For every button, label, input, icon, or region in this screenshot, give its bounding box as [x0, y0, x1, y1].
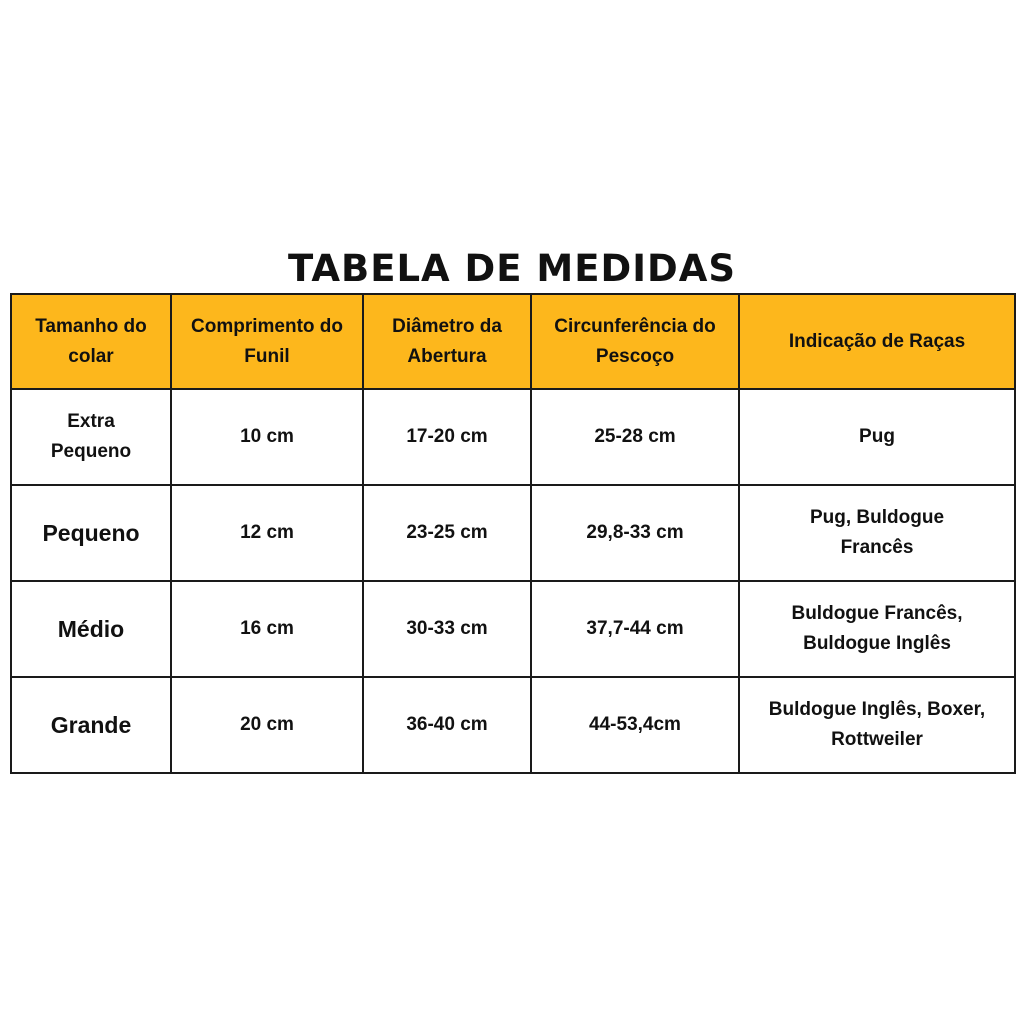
- neck-circumference-cell: 25-28 cm: [531, 389, 739, 485]
- table-row: [11, 485, 1015, 581]
- opening-diameter-cell: 36-40 cm: [363, 677, 531, 773]
- funnel-length-cell: 12 cm: [171, 485, 363, 581]
- size-cell: [11, 389, 171, 485]
- breeds-cell: [739, 677, 1015, 773]
- header-cell-opening-diameter: [363, 294, 531, 389]
- header-label: Comprimento do Funil: [191, 315, 343, 367]
- header-label: Circunferência do Pescoço: [554, 315, 716, 367]
- header-label: Diâmetro da Abertura: [392, 315, 502, 367]
- neck-circumference-cell: 37,7-44 cm: [531, 581, 739, 677]
- header-label: Tamanho do colar: [35, 315, 147, 367]
- neck-circumference-cell: 44-53,4cm: [531, 677, 739, 773]
- page-title: TABELA DE MEDIDAS: [287, 247, 736, 290]
- opening-diameter-cell: 30-33 cm: [363, 581, 531, 677]
- breeds-label: Buldogue Inglês, Boxer, Rottweiler: [768, 699, 986, 750]
- breeds-cell: [739, 389, 1015, 485]
- size-cell: Médio: [11, 581, 171, 677]
- header-label: Indicação de Raças: [788, 330, 966, 352]
- header-row: [11, 294, 1015, 389]
- size-label: Extra Pequeno: [50, 411, 132, 462]
- header-cell-funnel-length: [171, 294, 363, 389]
- breeds-label: Pug: [859, 426, 895, 447]
- size-cell: Grande: [11, 677, 171, 773]
- table-row: [11, 581, 1015, 677]
- table-header: [11, 294, 1015, 389]
- table-body: [11, 389, 1015, 773]
- funnel-length-cell: 10 cm: [171, 389, 363, 485]
- size-cell: Pequeno: [11, 485, 171, 581]
- opening-diameter-cell: 23-25 cm: [363, 485, 531, 581]
- neck-circumference-cell: 29,8-33 cm: [531, 485, 739, 581]
- header-cell-neck-circumference: [531, 294, 739, 389]
- header-cell-breeds: [739, 294, 1015, 389]
- header-cell-size: [11, 294, 171, 389]
- table-row: [11, 389, 1015, 485]
- funnel-length-cell: 20 cm: [171, 677, 363, 773]
- table-row: [11, 677, 1015, 773]
- opening-diameter-cell: 17-20 cm: [363, 389, 531, 485]
- breeds-cell: [739, 485, 1015, 581]
- breeds-label: Pug, Buldogue Francês: [809, 507, 945, 558]
- size-table: [10, 293, 1016, 774]
- funnel-length-cell: 16 cm: [171, 581, 363, 677]
- breeds-cell: [739, 581, 1015, 677]
- breeds-label: Buldogue Francês, Buldogue Inglês: [791, 603, 963, 654]
